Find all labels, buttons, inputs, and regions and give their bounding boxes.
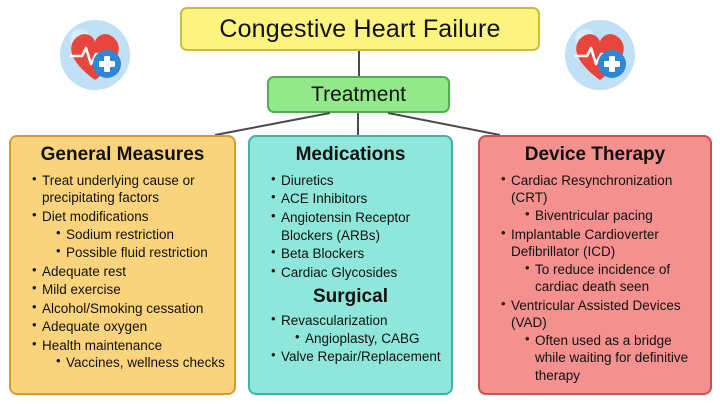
heart-pulse-icon: [58, 18, 132, 92]
list-item: [271, 264, 442, 282]
column-heading-device: Device Therapy: [524, 144, 666, 165]
connector-title-treatment: [358, 51, 360, 76]
column-heading-general: General Measures: [40, 144, 205, 165]
surgical-list: [259, 312, 442, 366]
list-item: [32, 318, 225, 336]
sub-list: [42, 226, 225, 262]
sub-list: [511, 332, 701, 385]
list-item-text: Adequate oxygen: [42, 319, 148, 335]
list-item-text: ACE Inhibitors: [281, 191, 368, 207]
list-item-text: Mild exercise: [42, 282, 121, 298]
list-item: [32, 172, 225, 207]
column-general-measures: [9, 135, 236, 395]
sub-list-item: • Angioplasty, CABG: [295, 330, 442, 348]
treatment-label: Treatment: [311, 82, 406, 106]
list-item: [271, 172, 442, 190]
list-item-text: Cardiac Resynchronization (CRT): [511, 172, 673, 206]
list-item: [501, 297, 701, 385]
page-title: [180, 7, 540, 51]
list-item-text: Angiotensin Receptor Blockers (ARBs): [281, 209, 411, 243]
sub-list-item: • Vaccines, wellness checks: [56, 354, 225, 372]
list-item: [271, 348, 442, 366]
list-item: [32, 300, 225, 318]
sub-list-item: • Possible fluid restriction: [56, 244, 225, 262]
sub-list: [42, 354, 225, 372]
treatment-node: [267, 76, 450, 113]
column-medications: [248, 135, 453, 395]
column-heading-medications: Medications: [295, 144, 406, 165]
column-device-therapy: [478, 135, 712, 395]
sub-list-item: • Often used as a bridge while waiting for definitive therapy: [525, 332, 701, 385]
list-item: [271, 245, 442, 263]
general-measures-list: [20, 172, 225, 372]
sub-list: [511, 207, 701, 225]
sub-list-item: • Biventricular pacing: [525, 207, 701, 225]
list-item: [501, 172, 701, 225]
list-item-text: Diuretics: [281, 172, 334, 188]
page-title-text: Congestive Heart Failure: [219, 14, 501, 43]
list-item-text: Revascularization: [281, 313, 388, 329]
list-item-text: Valve Repair/Replacement: [281, 349, 441, 365]
list-item-text: Adequate rest: [42, 263, 127, 279]
list-item-text: Health maintenance: [42, 337, 163, 353]
sub-list: [281, 330, 442, 348]
list-item: [32, 263, 225, 281]
list-item: [32, 208, 225, 262]
heart-pulse-icon: [563, 18, 637, 92]
sub-list-item: • Sodium restriction: [56, 226, 225, 244]
list-item: [271, 209, 442, 244]
sub-list: [511, 261, 701, 296]
list-item: [32, 281, 225, 299]
device-therapy-list: [489, 172, 701, 385]
list-item-text: Cardiac Glycosides: [281, 264, 398, 280]
list-item: [271, 312, 442, 347]
list-item-text: Treat underlying cause or precipitating factors: [42, 172, 195, 206]
list-item-text: Ventricular Assisted Devices (VAD): [511, 297, 681, 331]
sub-list-item: • To reduce incidence of cardiac death seen: [525, 261, 701, 296]
list-item: [32, 337, 225, 372]
list-item-text: Alcohol/Smoking cessation: [42, 300, 204, 316]
list-item-text: Diet modifications: [42, 208, 149, 224]
list-item: [271, 190, 442, 208]
column-subheading-surgical: Surgical: [313, 286, 388, 308]
list-item-text: Implantable Cardioverter Defibrillator (ICD): [511, 226, 659, 260]
medications-list: [259, 172, 442, 281]
list-item-text: Beta Blockers: [281, 246, 365, 262]
list-item: [501, 226, 701, 296]
